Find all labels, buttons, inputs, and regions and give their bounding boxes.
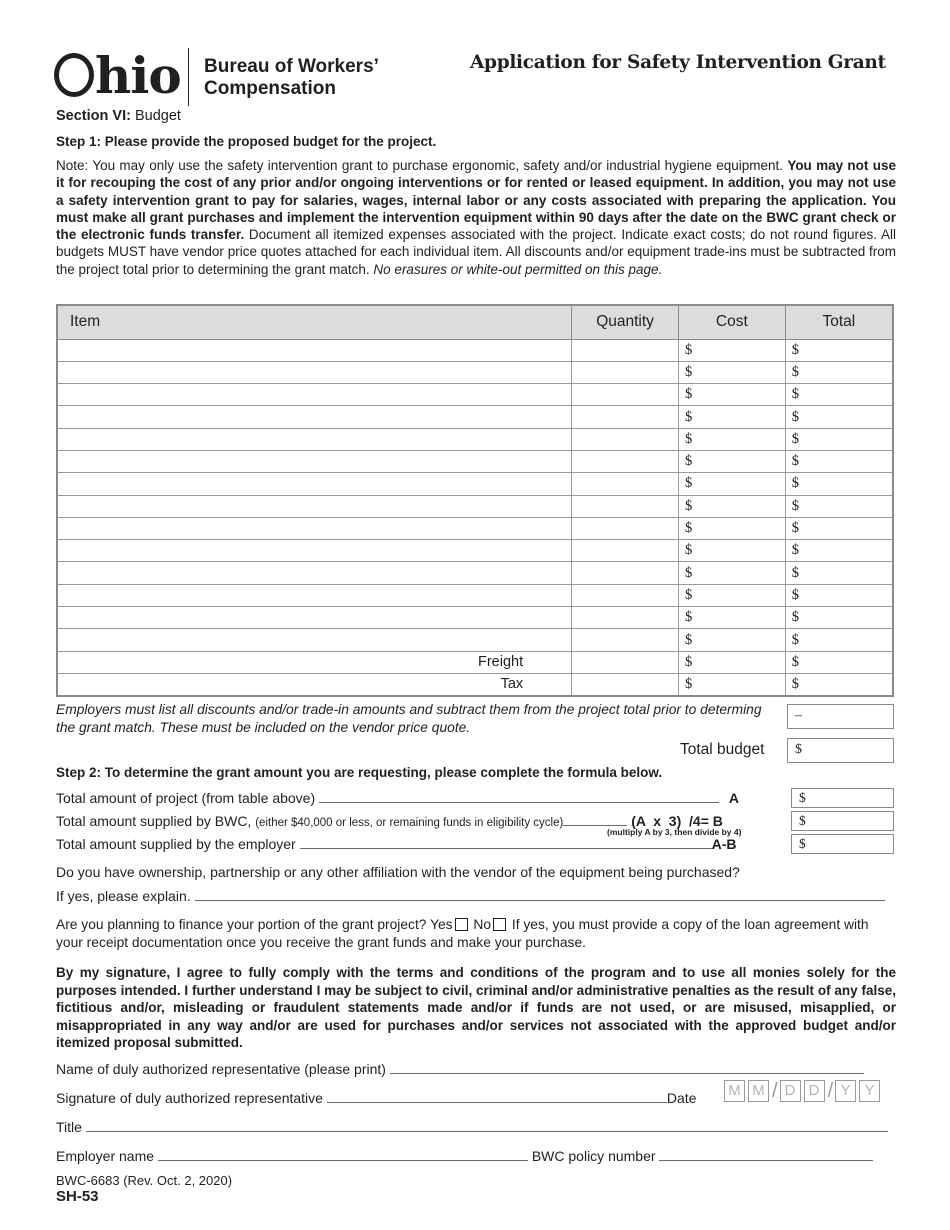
column-header-total: Total <box>785 305 893 339</box>
explain-input[interactable] <box>195 900 885 901</box>
quantity-cell[interactable] <box>572 406 679 428</box>
total-cell[interactable]: $ <box>785 361 893 383</box>
total-cell[interactable]: $ <box>785 428 893 450</box>
table-row <box>57 361 893 383</box>
section-heading <box>56 108 181 124</box>
item-cell[interactable] <box>57 473 572 495</box>
table-row <box>57 406 893 428</box>
date-separator: / <box>772 1080 778 1102</box>
employer-name-label: Employer name <box>56 1148 155 1164</box>
item-cell[interactable] <box>57 495 572 517</box>
total-cell[interactable]: $ <box>785 584 893 606</box>
date-digit-box[interactable]: M <box>724 1080 745 1102</box>
explain-label: If yes, please explain. <box>56 888 191 904</box>
cost-cell[interactable]: $ <box>678 384 785 406</box>
cost-cell[interactable]: $ <box>678 450 785 472</box>
employer-policy-line <box>56 1148 873 1164</box>
cost-cell[interactable]: $ <box>678 495 785 517</box>
cost-cell[interactable]: $ <box>678 584 785 606</box>
total-cell[interactable]: $ <box>785 562 893 584</box>
item-cell[interactable] <box>57 584 572 606</box>
total-cell[interactable]: $ <box>785 607 893 629</box>
total-cell[interactable]: $ <box>785 495 893 517</box>
bureau-name <box>204 56 379 100</box>
note-italic-text: No erasures or white-out permitted on this page. <box>373 261 663 277</box>
table-row <box>57 562 893 584</box>
finance-question <box>56 916 896 952</box>
line-b-underline <box>563 825 627 826</box>
quantity-cell[interactable] <box>572 450 679 472</box>
quantity-cell[interactable] <box>572 673 679 695</box>
budget-table <box>56 304 894 697</box>
certification-statement: By my signature, I agree to fully comply with the terms and conditions of the program and to use all monies solely for the purposes intended. I further understand I may be subject to civil, criminal and/or administrative penalties as the result of any false, fictitious and/or, misleading or fraudulent statements made and/or if funds are not used, or are misused, misapplied, or misappropriated in any way and/or are used for purchases and/or services not associated with the approved budget and/or itemized proposal submitted. <box>56 965 896 1050</box>
logo-divider <box>188 48 189 106</box>
column-header-item: Item <box>57 305 572 339</box>
item-cell[interactable] <box>57 517 572 539</box>
tax-label: Tax <box>57 673 572 695</box>
employer-name-input[interactable] <box>158 1160 528 1161</box>
cost-cell[interactable]: $ <box>678 428 785 450</box>
quantity-cell[interactable] <box>572 607 679 629</box>
cost-cell[interactable]: $ <box>678 673 785 695</box>
table-row <box>57 495 893 517</box>
cost-cell[interactable]: $ <box>678 517 785 539</box>
step2-heading: Step 2: To determine the grant amount you are requesting, please complete the formula below. <box>56 765 663 780</box>
rep-name-input[interactable] <box>390 1073 864 1074</box>
formula-line-c <box>56 836 736 852</box>
form-code: SH-53 <box>56 1188 99 1205</box>
policy-number-label: BWC policy number <box>531 1148 656 1164</box>
total-budget-input[interactable]: $ <box>787 738 894 763</box>
table-row <box>57 673 893 695</box>
cost-cell[interactable]: $ <box>678 361 785 383</box>
logo-text: hio <box>95 46 181 105</box>
quantity-cell[interactable] <box>572 629 679 651</box>
discount-input[interactable]: – <box>787 704 894 729</box>
step1-heading: Step 1: Please provide the proposed budget for the project. <box>56 134 437 149</box>
total-cell[interactable]: $ <box>785 517 893 539</box>
total-cell[interactable]: $ <box>785 629 893 651</box>
table-row <box>57 517 893 539</box>
total-budget-label: Total budget <box>680 741 765 758</box>
affiliation-question: Do you have ownership, partnership or any other affiliation with the vendor of the equipment being purchased? <box>56 864 740 880</box>
no-label: No <box>473 917 492 932</box>
line-c-label: Total amount supplied by the employer <box>56 836 296 852</box>
total-cell[interactable]: $ <box>785 540 893 562</box>
item-cell[interactable] <box>57 384 572 406</box>
quantity-cell[interactable] <box>572 517 679 539</box>
project-total-input[interactable]: $ <box>791 788 894 808</box>
table-row <box>57 584 893 606</box>
line-c-underline <box>300 848 712 849</box>
line-a-underline <box>319 802 719 803</box>
total-cell[interactable]: $ <box>785 339 893 361</box>
freight-label: Freight <box>57 651 572 673</box>
signature-line <box>56 1090 696 1106</box>
total-cell[interactable]: $ <box>785 450 893 472</box>
ohio-logo-o-icon <box>54 53 94 97</box>
note-text: Note: You may only use the safety intervention grant to purchase ergonomic, safety and/or industrial hygiene equipment. <box>56 158 788 173</box>
line-b-label: Total amount supplied by BWC, <box>56 813 256 829</box>
note-text-2: Document all itemized expenses associated with the project. Indicate exact costs; do not round figures. All budgets MUST have vendor price quotes attached for each individual item. All discounts and/or equipment trade-ins must be subtracted from the project total prior to determining the grant match. <box>56 227 897 277</box>
total-cell[interactable]: $ <box>785 651 893 673</box>
quantity-cell[interactable] <box>572 651 679 673</box>
signature-label: Signature of duly authorized representative <box>56 1090 323 1106</box>
line-a-code: A <box>728 790 740 806</box>
table-header-row <box>57 305 893 339</box>
item-cell[interactable] <box>57 450 572 472</box>
quantity-cell[interactable] <box>572 540 679 562</box>
table-row <box>57 540 893 562</box>
title-input[interactable] <box>86 1131 888 1132</box>
section-name: Budget <box>134 108 181 124</box>
discount-note: Employers must list all discounts and/or trade-in amounts and subtract them from the project total prior to determing the grant match. These must be included on the vendor price quote. <box>56 702 762 735</box>
cost-cell[interactable]: $ <box>678 406 785 428</box>
step1-note <box>56 157 896 278</box>
date-digit-box[interactable]: Y <box>835 1080 856 1102</box>
title-line <box>56 1119 888 1135</box>
date-label: Date <box>666 1090 697 1106</box>
line-b-qualifier: (either $40,000 or less, or remaining funds in eligibility cycle) <box>255 817 564 829</box>
cost-cell[interactable]: $ <box>678 473 785 495</box>
table-row <box>57 450 893 472</box>
formula-line-a <box>56 790 739 806</box>
date-digit-box[interactable]: D <box>804 1080 825 1102</box>
yes-label: Yes <box>430 917 453 932</box>
quantity-cell[interactable] <box>572 584 679 606</box>
explain-line <box>56 888 885 904</box>
total-cell[interactable]: $ <box>785 384 893 406</box>
total-cell[interactable]: $ <box>785 473 893 495</box>
date-digit-box[interactable]: D <box>780 1080 801 1102</box>
item-cell[interactable] <box>57 428 572 450</box>
quantity-cell[interactable] <box>572 339 679 361</box>
section-label: Section VI: <box>56 108 131 124</box>
note-bold-text: You may not use it for recouping the cost of any prior and/or ongoing interventions or for rented or leased equipment. In addition, you may not use a safety intervention grant to pay for salaries, wages, internal labor or any costs associated with preparing the application. You must make all grant purchases and implement the intervention equipment within 90 days after the date on the BWC grant check or the electronic funds transfer. <box>56 158 896 243</box>
employer-amount-input[interactable]: $ <box>791 834 894 854</box>
bwc-amount-input[interactable]: $ <box>791 811 894 831</box>
signature-input[interactable] <box>327 1102 667 1103</box>
cost-cell[interactable]: $ <box>678 651 785 673</box>
date-digit-box[interactable]: M <box>748 1080 769 1102</box>
date-separator: / <box>827 1080 834 1102</box>
yes-checkbox[interactable] <box>455 918 468 931</box>
table-row <box>57 607 893 629</box>
no-checkbox[interactable] <box>493 918 506 931</box>
total-cell[interactable]: $ <box>785 406 893 428</box>
line-c-code: A-B <box>711 836 737 852</box>
table-row <box>57 473 893 495</box>
total-cell[interactable]: $ <box>785 673 893 695</box>
item-cell[interactable] <box>57 339 572 361</box>
cost-cell[interactable]: $ <box>678 540 785 562</box>
item-cell[interactable] <box>57 540 572 562</box>
finance-note: If yes, you must provide a copy of the loan agreement with your receipt documentation once you receive the grant funds and make your purchase. <box>56 917 869 950</box>
table-row <box>57 651 893 673</box>
quantity-cell[interactable] <box>572 495 679 517</box>
quantity-cell[interactable] <box>572 384 679 406</box>
bureau-line-2: Compensation <box>204 78 336 99</box>
item-cell[interactable] <box>57 406 572 428</box>
line-b-code: (A x 3) /4= B <box>631 813 723 829</box>
item-cell[interactable] <box>57 607 572 629</box>
column-header-cost: Cost <box>678 305 785 339</box>
cost-cell[interactable]: $ <box>678 629 785 651</box>
policy-number-input[interactable] <box>659 1160 873 1161</box>
form-number: BWC-6683 (Rev. Oct. 2, 2020) <box>56 1173 233 1188</box>
quantity-cell[interactable] <box>572 428 679 450</box>
cost-cell[interactable]: $ <box>678 562 785 584</box>
table-row <box>57 428 893 450</box>
cost-cell[interactable]: $ <box>678 607 785 629</box>
item-cell[interactable] <box>57 562 572 584</box>
finance-question-text: Are you planning to finance your portion of the grant project? <box>56 917 427 932</box>
table-row <box>57 629 893 651</box>
table-row <box>57 384 893 406</box>
item-cell[interactable] <box>57 629 572 651</box>
line-a-label: Total amount of project (from table above) <box>56 790 316 806</box>
title-label: Title <box>56 1119 82 1135</box>
quantity-cell[interactable] <box>572 473 679 495</box>
budget-table-body <box>57 339 893 696</box>
bureau-line-1: Bureau of Workers’ <box>204 56 379 77</box>
line-b-hint: (multiply A by 3, then divide by 4) <box>607 827 742 837</box>
column-header-quantity: Quantity <box>572 305 679 339</box>
ohio-logo <box>54 46 181 106</box>
date-digit-box[interactable]: Y <box>859 1080 880 1102</box>
quantity-cell[interactable] <box>572 562 679 584</box>
document-title: Application for Safety Intervention Grant <box>470 52 886 73</box>
rep-name-label: Name of duly authorized representative (please print) <box>56 1061 386 1077</box>
item-cell[interactable] <box>57 361 572 383</box>
table-row <box>57 339 893 361</box>
cost-cell[interactable]: $ <box>678 339 785 361</box>
quantity-cell[interactable] <box>572 361 679 383</box>
date-input[interactable] <box>724 1080 883 1102</box>
rep-name-line <box>56 1061 864 1077</box>
